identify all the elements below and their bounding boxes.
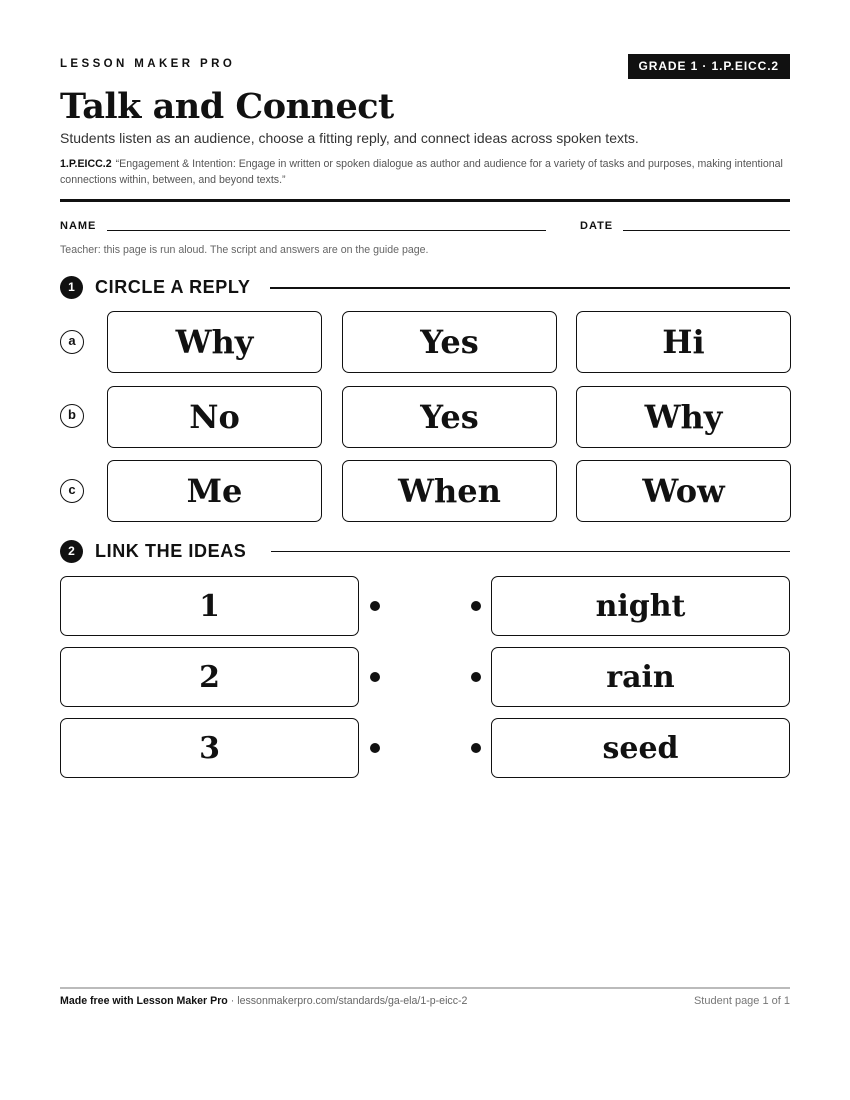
footer-divider [60, 987, 790, 989]
match-left-dot[interactable] [370, 672, 380, 682]
teacher-note: Teacher: this page is run aloud. The script and answers are on the guide page. [60, 244, 429, 256]
page-subtitle: Students listen as an audience, choose a fitting reply, and connect ideas across spoken texts. [60, 130, 639, 146]
name-field-line[interactable] [107, 230, 546, 231]
row-letter-a: a [60, 330, 84, 354]
match-left-dot[interactable] [370, 743, 380, 753]
section-circle-a-reply-header [60, 276, 790, 300]
match-right-card[interactable]: night [491, 576, 790, 636]
date-label: DATE [580, 220, 614, 232]
standard-text: “Engagement & Intention: Engage in written or spoken dialogue as author and audience for a variety of tasks and purposes, making intentional connections within, between, and beyond texts.” [60, 158, 783, 186]
reply-option[interactable]: Me [107, 460, 322, 522]
section-title: LINK THE IDEAS [95, 541, 247, 561]
match-right-dot[interactable] [471, 743, 481, 753]
match-left-dot[interactable] [370, 601, 380, 611]
footer-credit [60, 995, 467, 1007]
match-left-card[interactable]: 3 [60, 718, 359, 778]
standard-code: 1.P.EICC.2 [60, 158, 112, 170]
name-label: NAME [60, 220, 97, 232]
match-right-card[interactable]: seed [491, 718, 790, 778]
match-right-card[interactable]: rain [491, 647, 790, 707]
section-title: CIRCLE A REPLY [95, 277, 251, 297]
standard-description [60, 156, 790, 188]
date-field-line[interactable] [623, 230, 790, 231]
reply-option[interactable]: Wow [576, 460, 791, 522]
page-title: Talk and Connect [60, 86, 394, 127]
match-right-dot[interactable] [471, 672, 481, 682]
reply-option[interactable]: Yes [342, 386, 557, 448]
section-rule [271, 551, 790, 552]
match-right-dot[interactable] [471, 601, 481, 611]
worksheet-page [60, 0, 790, 1100]
footer-url: · lessonmakerpro.com/standards/ga-ela/1-p-eicc-2 [230, 995, 468, 1007]
reply-option[interactable]: Hi [576, 311, 791, 373]
footer-made-with: Made free with Lesson Maker Pro [60, 995, 228, 1007]
footer-page-number: Student page 1 of 1 [693, 995, 790, 1007]
section-number: 2 [60, 540, 83, 563]
reply-option[interactable]: Why [107, 311, 322, 373]
reply-option[interactable]: Why [576, 386, 791, 448]
brand-name: LESSON MAKER PRO [60, 58, 236, 70]
row-letter-c: c [60, 479, 84, 503]
reply-option[interactable]: When [342, 460, 557, 522]
section-number: 1 [60, 276, 83, 299]
reply-option[interactable]: Yes [342, 311, 557, 373]
row-letter-b: b [60, 404, 84, 428]
match-left-card[interactable]: 2 [60, 647, 359, 707]
section-link-the-ideas-header [60, 540, 790, 564]
grade-badge: GRADE 1 · 1.P.EICC.2 [628, 54, 790, 79]
header-divider [60, 199, 790, 202]
reply-option[interactable]: No [107, 386, 322, 448]
section-rule [270, 287, 790, 289]
match-left-card[interactable]: 1 [60, 576, 359, 636]
